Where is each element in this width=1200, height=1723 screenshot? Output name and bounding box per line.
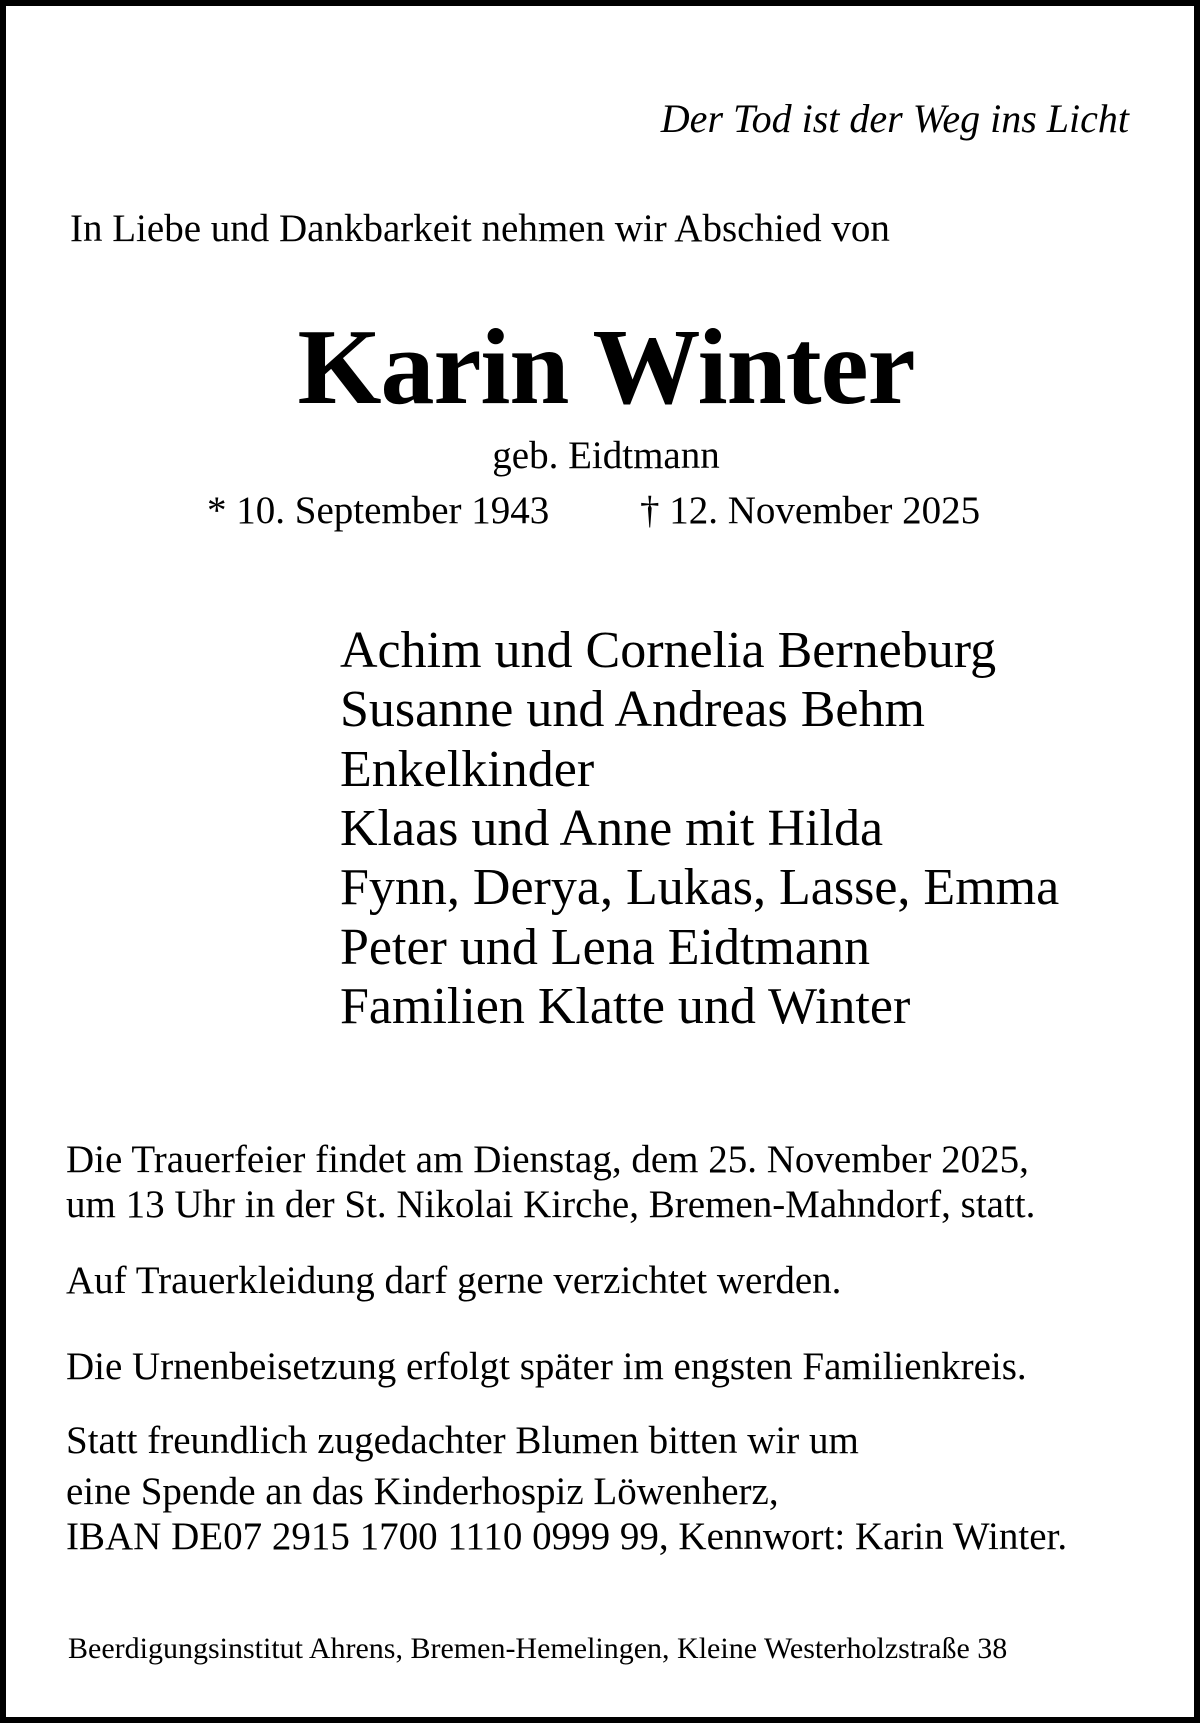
intro-text: In Liebe und Dankbarkeit nehmen wir Abschied von: [70, 207, 890, 250]
donation-line: Statt freundlich zugedachter Blumen bitten wir um: [66, 1419, 859, 1462]
donation-line: IBAN DE07 2915 1700 1110 0999 99, Kennwort: Karin Winter.: [66, 1515, 1068, 1558]
mourner-line: Achim und Cornelia Berneburg: [340, 622, 997, 679]
mourner-line: Susanne und Andreas Behm: [340, 681, 925, 738]
death-date: † 12. November 2025: [640, 489, 981, 532]
funeral-home-footer: Beerdigungsinstitut Ahrens, Bremen-Hemelingen, Kleine Westerholzstraße 38: [68, 1632, 1008, 1665]
maiden-name: geb. Eidtmann: [492, 434, 720, 477]
mourner-line: Enkelkinder: [340, 741, 595, 798]
motto: Der Tod ist der Weg ins Licht: [660, 96, 1129, 141]
birth-date: * 10. September 1943: [207, 489, 550, 532]
deceased-name: Karin Winter: [297, 308, 915, 427]
service-line: um 13 Uhr in der St. Nikolai Kirche, Bremen-Mahndorf, statt.: [66, 1183, 1036, 1226]
mourner-line: Peter und Lena Eidtmann: [340, 919, 870, 976]
dress-code-notice: Auf Trauerkleidung darf gerne verzichtet werden.: [66, 1259, 842, 1302]
mourner-line: Familien Klatte und Winter: [340, 978, 911, 1035]
burial-notice: Die Urnenbeisetzung erfolgt später im engsten Familienkreis.: [66, 1345, 1027, 1388]
donation-line: eine Spende an das Kinderhospiz Löwenherz,: [66, 1470, 779, 1513]
mourner-line: Fynn, Derya, Lukas, Lasse, Emma: [340, 859, 1060, 916]
mourner-line: Klaas und Anne mit Hilda: [340, 800, 884, 857]
service-line: Die Trauerfeier findet am Dienstag, dem 25. November 2025,: [66, 1138, 1029, 1181]
